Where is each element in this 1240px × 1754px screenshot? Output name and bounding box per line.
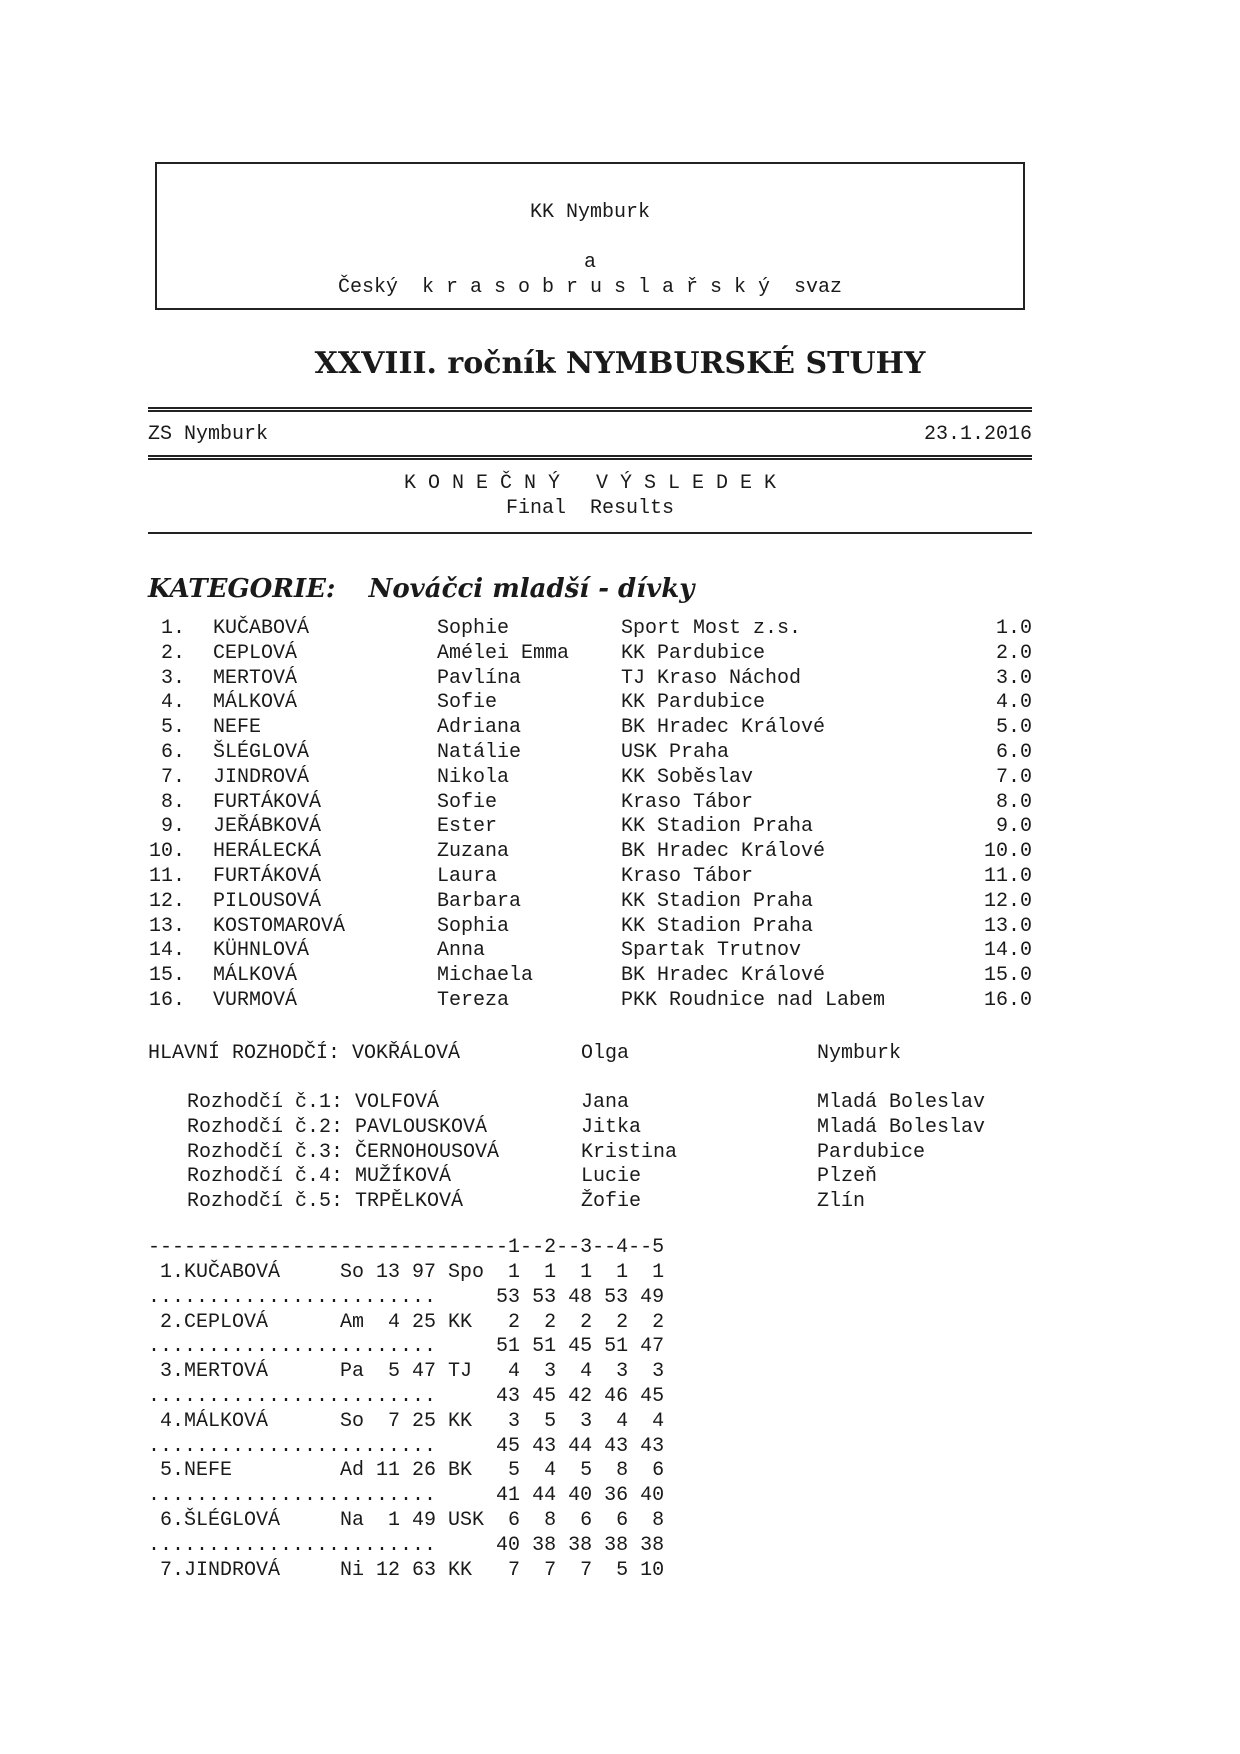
result-club: TJ Kraso Náchod: [621, 666, 802, 690]
result-row: [0, 814, 1240, 839]
result-rank: 16.: [148, 989, 185, 1012]
detail-placement-line: 1.KUČABOVÁ So 13 97 Spo 1 1 1 1 1: [148, 1261, 665, 1284]
result-first-name: Sophia: [437, 914, 510, 938]
result-score: 7.0: [995, 765, 1032, 789]
judge-first-name: Jitka: [581, 1115, 642, 1139]
judge-city: Mladá Boleslav: [817, 1091, 986, 1114]
result-club: Kraso Tábor: [621, 790, 754, 814]
result-rank: 14.: [148, 939, 185, 963]
judge-first-name: Žofie: [581, 1190, 642, 1214]
result-first-name: Amélei Emma: [437, 641, 570, 665]
result-score: 14.0: [983, 939, 1032, 963]
double-rule-bottom: [148, 455, 1032, 460]
result-rank: 7.: [160, 765, 185, 789]
result-rank: 12.: [148, 889, 185, 913]
judge-label: Rozhodčí č.1: VOLFOVÁ: [187, 1091, 440, 1114]
venue: ZS Nymburk: [148, 423, 269, 446]
result-club: Spartak Trutnov: [621, 939, 802, 963]
result-row: [0, 715, 1240, 740]
result-score: 6.0: [995, 741, 1032, 764]
judge-label: Rozhodčí č.2: PAVLOUSKOVÁ: [187, 1115, 488, 1139]
result-rank: 11.: [148, 865, 185, 888]
result-row: [0, 641, 1240, 666]
judge-first-name: Jana: [581, 1091, 630, 1114]
result-surname: VURMOVÁ: [213, 989, 298, 1012]
result-surname: FURTÁKOVÁ: [213, 790, 322, 814]
detail-placement-line: 4.MÁLKOVÁ So 7 25 KK 3 5 3 4 4: [148, 1409, 665, 1433]
result-rank: 2.: [160, 641, 185, 665]
organizer-club: KK Nymburk: [529, 201, 651, 224]
result-row: [0, 740, 1240, 765]
head-judge-first-name: Olga: [581, 1042, 630, 1065]
result-score: 12.0: [983, 889, 1032, 913]
result-club: KK Pardubice: [621, 641, 766, 665]
detail-score-line: ........................ 53 53 48 53 49: [148, 1285, 665, 1309]
result-subheading: Final Results: [505, 497, 675, 520]
detail-placement-line: 3.MERTOVÁ Pa 5 47 TJ 4 3 4 3 3: [148, 1360, 665, 1384]
result-score: 8.0: [995, 790, 1032, 814]
detail-score-line: ........................ 45 43 44 43 43: [148, 1434, 665, 1458]
result-surname: PILOUSOVÁ: [213, 889, 322, 913]
result-score: 5.0: [995, 716, 1032, 740]
result-rank: 5.: [160, 716, 185, 740]
result-rank: 3.: [160, 666, 185, 690]
category-heading: [148, 574, 694, 604]
result-club: BK Hradec Králové: [621, 716, 826, 740]
result-row: [0, 889, 1240, 914]
result-row: [0, 666, 1240, 691]
result-rank: 15.: [148, 964, 185, 988]
detail-score-line: ........................ 43 45 42 46 45: [148, 1385, 665, 1408]
result-first-name: Sofie: [437, 790, 498, 814]
judge-label: Rozhodčí č.5: TRPĚLKOVÁ: [187, 1190, 464, 1214]
result-surname: KOSTOMAROVÁ: [213, 914, 346, 938]
result-first-name: Sophie: [437, 617, 510, 640]
judge-first-name: Lucie: [581, 1165, 642, 1189]
detail-score-line: ........................ 51 51 45 51 47: [148, 1335, 665, 1359]
result-score: 15.0: [983, 964, 1032, 988]
result-row: [0, 690, 1240, 715]
head-judge-label: HLAVNÍ ROZHODČÍ: VOKŘÁLOVÁ: [148, 1042, 461, 1065]
organizer-box: [155, 162, 1025, 310]
result-row: [0, 616, 1240, 641]
result-first-name: Barbara: [437, 889, 522, 913]
result-first-name: Nikola: [437, 765, 510, 789]
result-club: Kraso Tábor: [621, 865, 754, 888]
result-club: KK Stadion Praha: [621, 815, 814, 839]
result-club: KK Soběslav: [621, 765, 754, 789]
detail-header: ------------------------------1--2--3--4--5: [148, 1236, 665, 1259]
judge-city: Plzeň: [817, 1165, 878, 1189]
result-row: [0, 839, 1240, 864]
detail-placement-line: 2.CEPLOVÁ Am 4 25 KK 2 2 2 2 2: [148, 1310, 665, 1334]
result-row: [0, 914, 1240, 939]
result-rank: 8.: [160, 790, 185, 814]
double-rule-top: [148, 407, 1032, 412]
detail-score-line: ........................ 41 44 40 36 40: [148, 1484, 665, 1508]
result-first-name: Zuzana: [437, 840, 510, 864]
result-score: 11.0: [983, 865, 1032, 888]
detail-placement-line: 5.NEFE Ad 11 26 BK 5 4 5 8 6: [148, 1459, 665, 1483]
judge-row: [0, 1090, 1240, 1115]
result-club: Sport Most z.s.: [621, 617, 802, 640]
judge-row: [0, 1164, 1240, 1189]
result-first-name: Ester: [437, 815, 498, 839]
result-rank: 9.: [160, 815, 185, 839]
detail-placement-line: 7.JINDROVÁ Ni 12 63 KK 7 7 7 5 10: [148, 1558, 665, 1582]
result-row: [0, 765, 1240, 790]
judge-row: [0, 1115, 1240, 1140]
judge-label: Rozhodčí č.4: MUŽÍKOVÁ: [187, 1165, 452, 1189]
competition-title: XXVIII. ročník NYMBURSKÉ STUHY: [314, 346, 926, 381]
result-row: [0, 938, 1240, 963]
result-score: 9.0: [995, 815, 1032, 839]
result-first-name: Michaela: [437, 964, 534, 988]
category-name: Nováčci mladší - dívky: [368, 574, 695, 604]
head-judge-row: [0, 1041, 1240, 1066]
result-score: 4.0: [995, 691, 1032, 715]
result-rank: 6.: [160, 741, 185, 764]
date: 23.1.2016: [923, 423, 1032, 446]
result-surname: ŠLÉGLOVÁ: [213, 741, 310, 764]
result-score: 3.0: [995, 666, 1032, 690]
head-judge-city: Nymburk: [817, 1042, 902, 1065]
judge-city: Pardubice: [817, 1140, 926, 1164]
result-club: USK Praha: [621, 741, 730, 764]
result-first-name: Pavlína: [437, 666, 522, 690]
result-surname: CEPLOVÁ: [213, 641, 298, 665]
result-rank: 1.: [160, 617, 185, 640]
result-surname: KÜHNLOVÁ: [213, 939, 310, 963]
result-rank: 4.: [160, 691, 185, 715]
detail-score-line: ........................ 40 38 38 38 38: [148, 1533, 665, 1557]
result-surname: MÁLKOVÁ: [213, 964, 298, 988]
judge-row: [0, 1189, 1240, 1214]
result-club: KK Stadion Praha: [621, 889, 814, 913]
detail-placement-line: 6.ŠLÉGLOVÁ Na 1 49 USK 6 8 6 6 8: [148, 1509, 665, 1532]
judge-city: Mladá Boleslav: [817, 1115, 986, 1139]
result-heading: K O N E Č N Ý V Ý S L E D E K: [403, 472, 777, 495]
result-first-name: Natálie: [437, 741, 522, 764]
result-rank: 13.: [148, 914, 185, 938]
result-surname: NEFE: [213, 716, 262, 740]
result-row: [0, 988, 1240, 1013]
result-surname: MERTOVÁ: [213, 666, 298, 690]
judge-label: Rozhodčí č.3: ČERNOHOUSOVÁ: [187, 1140, 500, 1164]
result-club: PKK Roudnice nad Labem: [621, 989, 886, 1012]
result-first-name: Laura: [437, 865, 498, 888]
result-first-name: Adriana: [437, 716, 522, 740]
result-row: [0, 864, 1240, 889]
result-rank: 10.: [148, 840, 185, 864]
result-club: BK Hradec Králové: [621, 964, 826, 988]
result-first-name: Anna: [437, 939, 486, 963]
result-first-name: Tereza: [437, 989, 510, 1012]
judge-row: [0, 1140, 1240, 1165]
result-surname: FURTÁKOVÁ: [213, 865, 322, 888]
organizer-federation: Český k r a s o b r u s l a ř s k ý svaz: [337, 276, 843, 299]
result-score: 2.0: [995, 641, 1032, 665]
judge-first-name: Kristina: [581, 1140, 678, 1164]
result-score: 16.0: [983, 989, 1032, 1012]
organizer-conjunction: a: [583, 251, 596, 274]
result-surname: KUČABOVÁ: [213, 617, 310, 640]
result-surname: JEŘÁBKOVÁ: [213, 815, 322, 839]
result-score: 13.0: [983, 914, 1032, 938]
result-surname: HERÁLECKÁ: [213, 840, 322, 864]
result-club: KK Pardubice: [621, 691, 766, 715]
results-rule: [148, 532, 1032, 534]
judge-city: Zlín: [817, 1190, 866, 1214]
result-club: BK Hradec Králové: [621, 840, 826, 864]
result-club: KK Stadion Praha: [621, 914, 814, 938]
result-score: 10.0: [983, 840, 1032, 864]
category-label: KATEGORIE:: [148, 574, 336, 604]
result-surname: MÁLKOVÁ: [213, 691, 298, 715]
result-score: 1.0: [995, 617, 1032, 640]
result-row: [0, 963, 1240, 988]
result-first-name: Sofie: [437, 691, 498, 715]
result-row: [0, 790, 1240, 815]
result-surname: JINDROVÁ: [213, 765, 310, 789]
